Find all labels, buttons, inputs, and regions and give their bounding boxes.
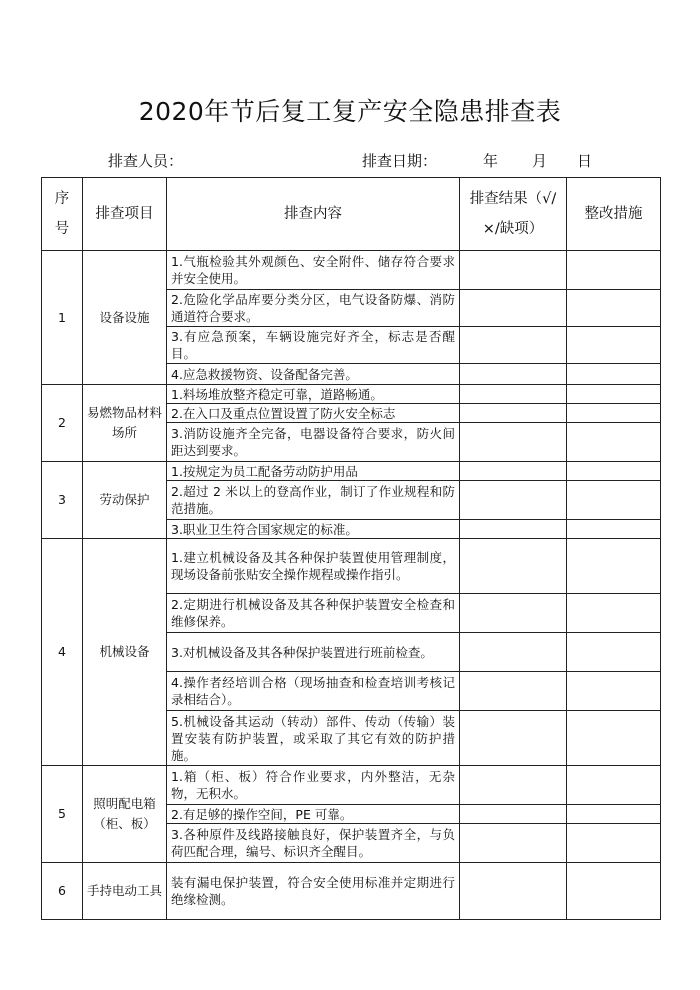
inspection-content: 2.有足够的操作空间，PE 可靠。 — [167, 805, 460, 824]
fix-measure-cell[interactable] — [567, 462, 661, 481]
fix-measure-cell[interactable] — [567, 863, 661, 920]
inspection-content: 4.应急救援物资、设备配备完善。 — [167, 364, 460, 385]
row-index: 4 — [42, 539, 83, 766]
inspection-content: 2.在入口及重点位置设置了防火安全标志 — [167, 404, 460, 423]
result-cell[interactable] — [460, 385, 567, 404]
fix-measure-cell[interactable] — [567, 481, 661, 520]
fix-measure-cell[interactable] — [567, 520, 661, 539]
inspection-item: 易燃物品材料场所 — [83, 385, 167, 462]
table-header-row — [42, 178, 661, 251]
date-month-label: 月 — [532, 152, 548, 170]
table-row — [42, 539, 661, 594]
result-cell[interactable] — [460, 404, 567, 423]
inspection-content: 3.对机械设备及其各种保护装置进行班前检查。 — [167, 633, 460, 672]
result-cell[interactable] — [460, 539, 567, 594]
result-cell[interactable] — [460, 863, 567, 920]
fix-measure-cell[interactable] — [567, 672, 661, 711]
inspection-content: 1.料场堆放整齐稳定可靠，道路畅通。 — [167, 385, 460, 404]
table-row — [42, 385, 661, 404]
fix-measure-cell[interactable] — [567, 404, 661, 423]
fix-measure-cell[interactable] — [567, 385, 661, 404]
result-cell[interactable] — [460, 520, 567, 539]
inspection-item: 劳动保护 — [83, 462, 167, 539]
inspection-content: 1.箱（柜、板）符合作业要求，内外整洁，无杂物，无积水。 — [167, 766, 460, 805]
inspection-table — [41, 177, 661, 920]
inspection-content: 2.危险化学品库要分类分区，电气设备防爆、消防通道符合要求。 — [167, 290, 460, 327]
header-fix: 整改措施 — [567, 178, 661, 251]
inspection-item: 照明配电箱（柜、板） — [83, 766, 167, 863]
header-item: 排查项目 — [83, 178, 167, 251]
date-day-label: 日 — [577, 152, 593, 170]
date-label: 排查日期： — [362, 152, 438, 170]
inspection-content: 5.机械设备其运动（转动）部件、传动（传输）装置安装有防护装置，或采取了其它有效的防护措施。 — [167, 711, 460, 766]
header-content: 排查内容 — [167, 178, 460, 251]
fix-measure-cell[interactable] — [567, 364, 661, 385]
result-cell[interactable] — [460, 633, 567, 672]
inspection-item: 设备设施 — [83, 251, 167, 385]
result-cell[interactable] — [460, 462, 567, 481]
inspection-content: 1.按规定为员工配备劳动防护用品 — [167, 462, 460, 481]
inspection-content: 1.建立机械设备及其各种保护装置使用管理制度，现场设备前张贴安全操作规程或操作指引。 — [167, 539, 460, 594]
fix-measure-cell[interactable] — [567, 766, 661, 805]
result-cell[interactable] — [460, 423, 567, 462]
result-cell[interactable] — [460, 364, 567, 385]
fix-measure-cell[interactable] — [567, 711, 661, 766]
inspection-content: 3.消防设施齐全完备，电器设备符合要求，防火间距达到要求。 — [167, 423, 460, 462]
document-title: 2020年节后复工复产安全隐患排查表 — [138, 97, 562, 126]
inspection-content: 4.操作者经培训合格（现场抽查和检查培训考核记录相结合）。 — [167, 672, 460, 711]
fix-measure-cell[interactable] — [567, 251, 661, 290]
fix-measure-cell[interactable] — [567, 824, 661, 863]
result-cell[interactable] — [460, 805, 567, 824]
inspection-content: 2.定期进行机械设备及其各种保护装置安全检查和维修保养。 — [167, 594, 460, 633]
inspection-content: 装有漏电保护装置，符合安全使用标准并定期进行绝缘检测。 — [167, 863, 460, 920]
inspection-item: 机械设备 — [83, 539, 167, 766]
table-row — [42, 766, 661, 805]
result-cell[interactable] — [460, 290, 567, 327]
table-row — [42, 251, 661, 290]
result-cell[interactable] — [460, 327, 567, 364]
fix-measure-cell[interactable] — [567, 327, 661, 364]
inspection-item: 手持电动工具 — [83, 863, 167, 920]
inspection-content: 1.气瓶检验其外观颜色、安全附件、储存符合要求并安全使用。 — [167, 251, 460, 290]
result-cell[interactable] — [460, 594, 567, 633]
inspection-content: 3.各种原件及线路接触良好，保护装置齐全，与负荷匹配合理，编号、标识齐全醒目。 — [167, 824, 460, 863]
row-index: 2 — [42, 385, 83, 462]
result-cell[interactable] — [460, 481, 567, 520]
result-cell[interactable] — [460, 824, 567, 863]
row-index: 3 — [42, 462, 83, 539]
header-index: 序号 — [42, 178, 83, 251]
header-result: 排查结果（√/×/缺项） — [460, 178, 567, 251]
row-index: 5 — [42, 766, 83, 863]
table-row — [42, 462, 661, 481]
result-cell[interactable] — [460, 672, 567, 711]
result-cell[interactable] — [460, 766, 567, 805]
inspection-date-field — [362, 150, 592, 171]
table-row — [42, 863, 661, 920]
inspector-field — [108, 150, 183, 171]
date-year-label: 年 — [483, 152, 499, 170]
fix-measure-cell[interactable] — [567, 594, 661, 633]
row-index: 6 — [42, 863, 83, 920]
result-cell[interactable] — [460, 711, 567, 766]
row-index: 1 — [42, 251, 83, 385]
fix-measure-cell[interactable] — [567, 633, 661, 672]
inspection-content: 3.职业卫生符合国家规定的标准。 — [167, 520, 460, 539]
inspector-label: 排查人员： — [108, 152, 184, 170]
result-cell[interactable] — [460, 251, 567, 290]
fix-measure-cell[interactable] — [567, 423, 661, 462]
fix-measure-cell[interactable] — [567, 539, 661, 594]
fix-measure-cell[interactable] — [567, 805, 661, 824]
inspection-content: 3.有应急预案，车辆设施完好齐全，标志是否醒目。 — [167, 327, 460, 364]
inspection-content: 2.超过 2 米以上的登高作业，制订了作业规程和防范措施。 — [167, 481, 460, 520]
fix-measure-cell[interactable] — [567, 290, 661, 327]
